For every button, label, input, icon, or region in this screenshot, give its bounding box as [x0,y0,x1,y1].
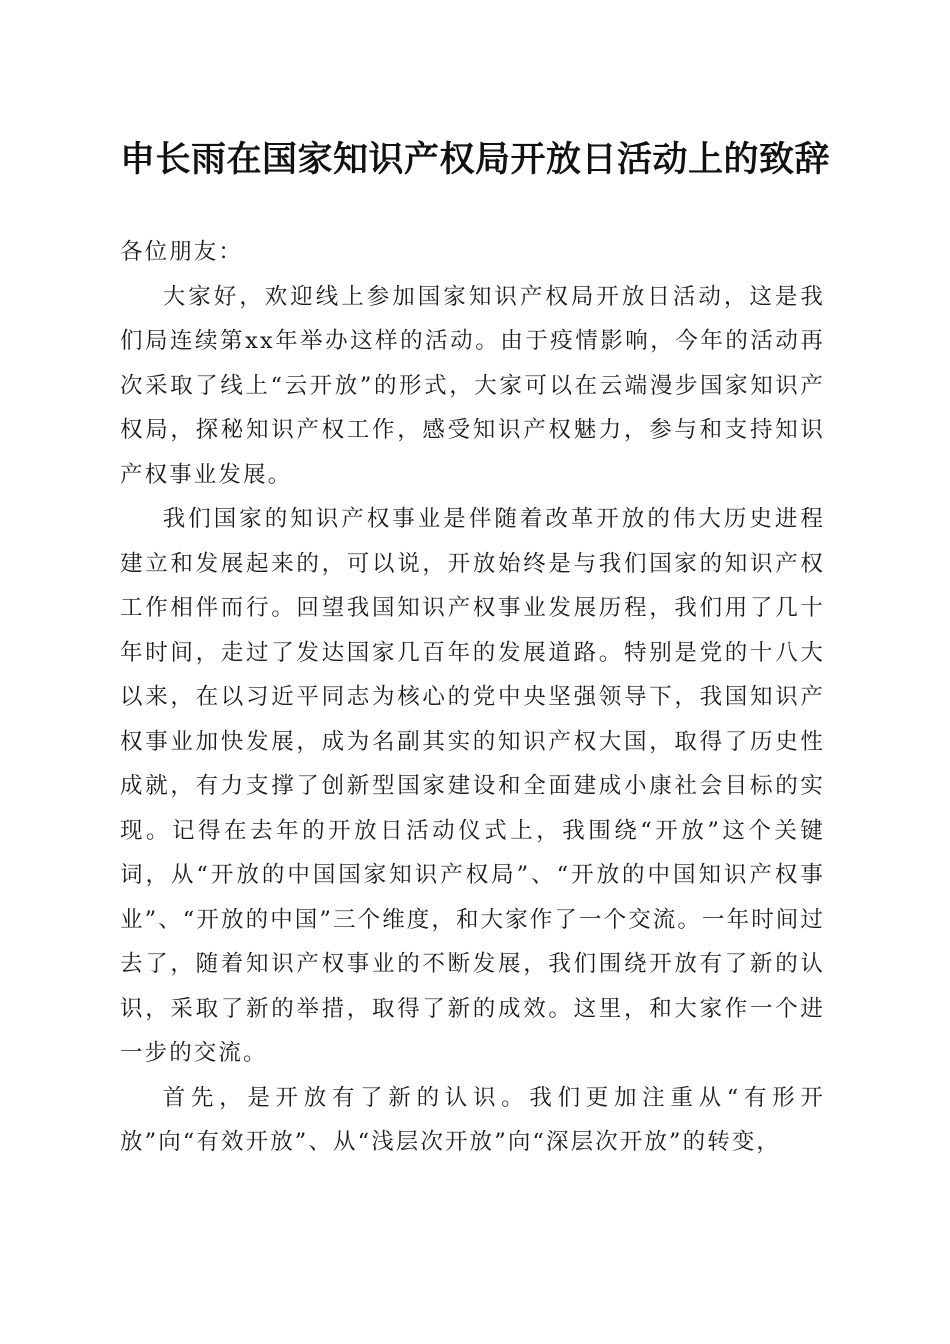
salutation: 各位朋友： [120,239,244,265]
paragraph-2: 我们国家的知识产权事业是伴随着改革开放的伟大历史进程建立和发展起来的，可以说，开放始终是与我们国家的知识产权工作相伴而行。回望我国知识产权事业发展历程，我们用了几十年时间，走过了发达国家几百年的发展道路。特别是党的十八大以来，在以习近平同志为核心的党中央坚强领导下，我国知识产权事业加快发展，成为名副其实的知识产权大国，取得了历史性成就，有力支撑了创新型国家建设和全面建成小康社会目标的实现。记得在去年的开放日活动仪式上，我围绕“开放”这个关键词，从“开放的中国国家知识产权局”、“开放的中国知识产权事业”、“开放的中国”三个维度，和大家作了一个交流。一年时间过去了，随着知识产权事业的不断发展，我们围绕开放有了新的认识，采取了新的举措，取得了新的成效。这里，和大家作一个进一步的交流。 [120,506,826,1066]
document-body [120,230,825,1165]
paragraph-3: 首先，是开放有了新的认识。我们更加注重从“有形开放”向“有效开放”、从“浅层次开放”向“深层次开放”的转变， [120,1084,825,1155]
document-title: 申长雨在国家知识产权局开放日活动上的致辞 [119,140,830,180]
paragraph-1: 大家好，欢迎线上参加国家知识产权局开放日活动，这是我们局连续第xx年举办这样的活动。由于疫情影响，今年的活动再次采取了线上“云开放”的形式，大家可以在云端漫步国家知识产权局，探秘知识产权工作，感受知识产权魅力，参与和支持知识产权事业发展。 [120,283,825,488]
